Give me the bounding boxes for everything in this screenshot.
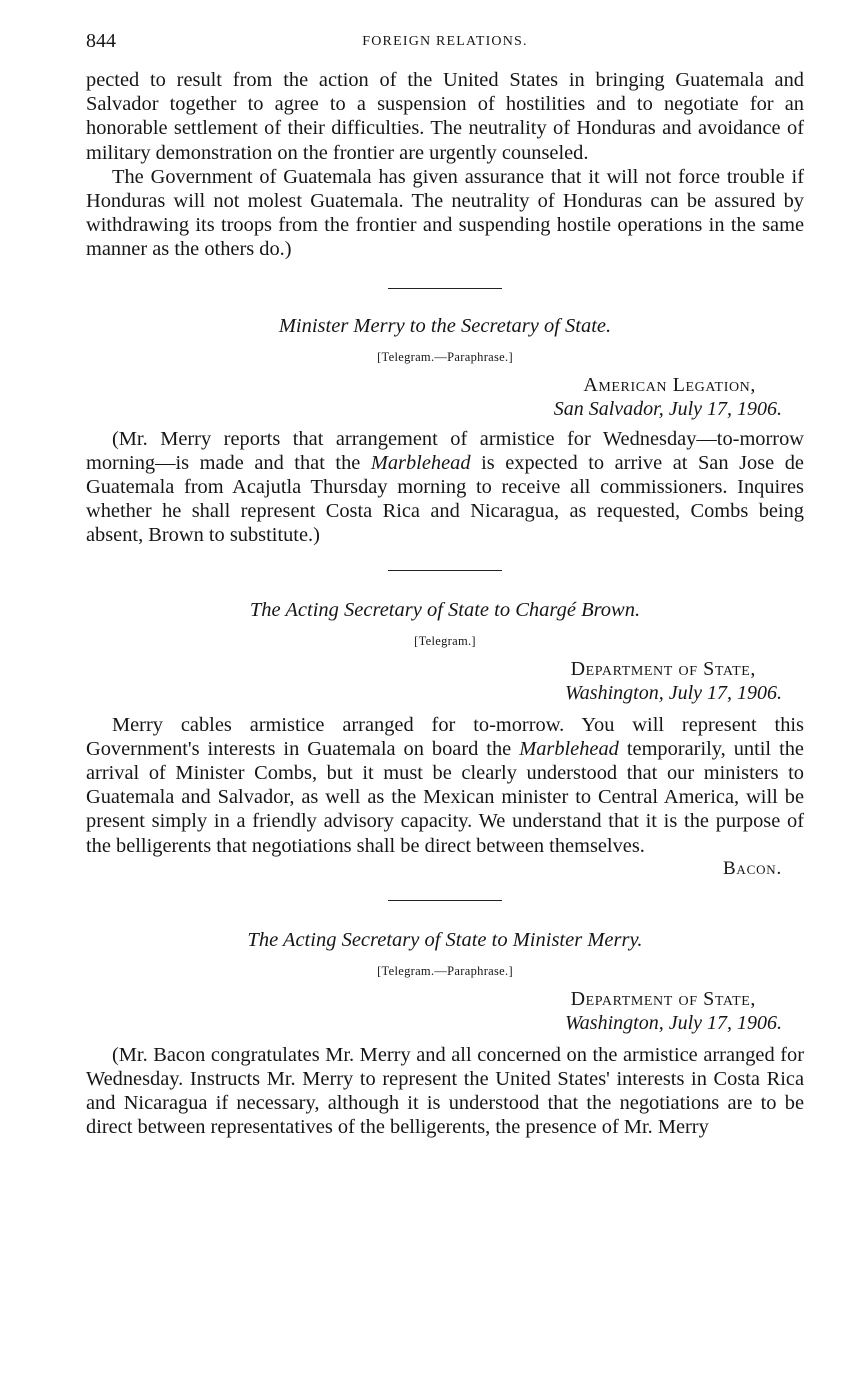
telegram-body: (Mr. Bacon congratulates Mr. Merry and all concerned on the armistice arranged for Wednesday. Instructs Mr. Merry to represent the United States' interests in Costa Rica and Nicaragua if necessary, although it is understood that the negotiations are to be direct between representatives of the belligerents, the presence of Mr. Merry bbox=[86, 1043, 804, 1139]
section-heading: The Acting Secretary of State to Chargé Brown. bbox=[249, 598, 641, 621]
telegram-body bbox=[86, 713, 804, 858]
dateline bbox=[86, 373, 804, 421]
dateline bbox=[86, 987, 804, 1035]
section-divider bbox=[388, 570, 502, 571]
page-number: 844 bbox=[86, 30, 116, 52]
section-heading: Minister Merry to the Secretary of State. bbox=[278, 314, 612, 337]
paragraph: The Government of Guatemala has given assurance that it will not force trouble if Honduras will not molest Guatemala. The neutrality of Honduras can be assured by withdrawing its troops from the frontier and suspending hostile operations in the same manner as the others do.) bbox=[86, 165, 804, 261]
dateline-date: Washington, July 17, 1906. bbox=[564, 1011, 782, 1034]
telegram-note: [Telegram.—Paraphrase.] bbox=[377, 349, 513, 364]
telegram-note: [Telegram.] bbox=[414, 633, 476, 648]
dateline-date: San Salvador, July 17, 1906. bbox=[553, 397, 782, 420]
ship-name: Marblehead bbox=[370, 451, 471, 474]
section-divider bbox=[388, 288, 502, 289]
running-head bbox=[86, 28, 804, 58]
dateline bbox=[86, 657, 804, 705]
telegram-note: [Telegram.—Paraphrase.] bbox=[377, 963, 513, 978]
body-text: is expected to arrive at San Jose de Guatemala from Acajutla Thursday morning to receive all commissioners. Inquires whether he shall represent Costa Rica and Nicaragua, as requested, Combs being absent, Brown to substitute.) bbox=[86, 451, 804, 547]
telegram-body bbox=[86, 427, 804, 548]
body-text: (Mr. Merry reports that arrangement of armistice for Wednesday—to-morrow morning—is made and that the bbox=[86, 427, 804, 474]
signature: Bacon. bbox=[722, 857, 782, 879]
dateline-origin: Department of State, bbox=[570, 657, 756, 680]
continued-paragraph: pected to result from the action of the United States in bringing Guatemala and Salvador together to agree to a suspension of hostilities and to negotiate for an honorable settlement of their difficulties. The neutrality of Honduras and avoidance of military demonstration on the frontier are urgently counseled. bbox=[86, 69, 804, 164]
dateline-origin: American Legation, bbox=[583, 373, 756, 396]
document-page bbox=[86, 28, 804, 1140]
section-heading: The Acting Secretary of State to Minister Merry. bbox=[247, 928, 643, 951]
body-text: Merry cables armistice arranged for to-morrow. You will represent this Government's interests in Guatemala on board the bbox=[86, 713, 804, 760]
dateline-origin: Department of State, bbox=[570, 987, 756, 1010]
section-divider bbox=[388, 900, 502, 901]
dateline-date: Washington, July 17, 1906. bbox=[564, 681, 782, 704]
body-text: temporarily, until the arrival of Minister Combs, but it must be clearly understood that our ministers to Guatemala and Salvador, as well as the Mexican minister to Central America, will be present simply in a friendly advisory capacity. We understand that it is the purpose of the belligerents that negotiations shall be direct between themselves. bbox=[86, 737, 804, 857]
running-title: FOREIGN RELATIONS. bbox=[362, 34, 528, 49]
ship-name: Marblehead bbox=[519, 737, 619, 760]
